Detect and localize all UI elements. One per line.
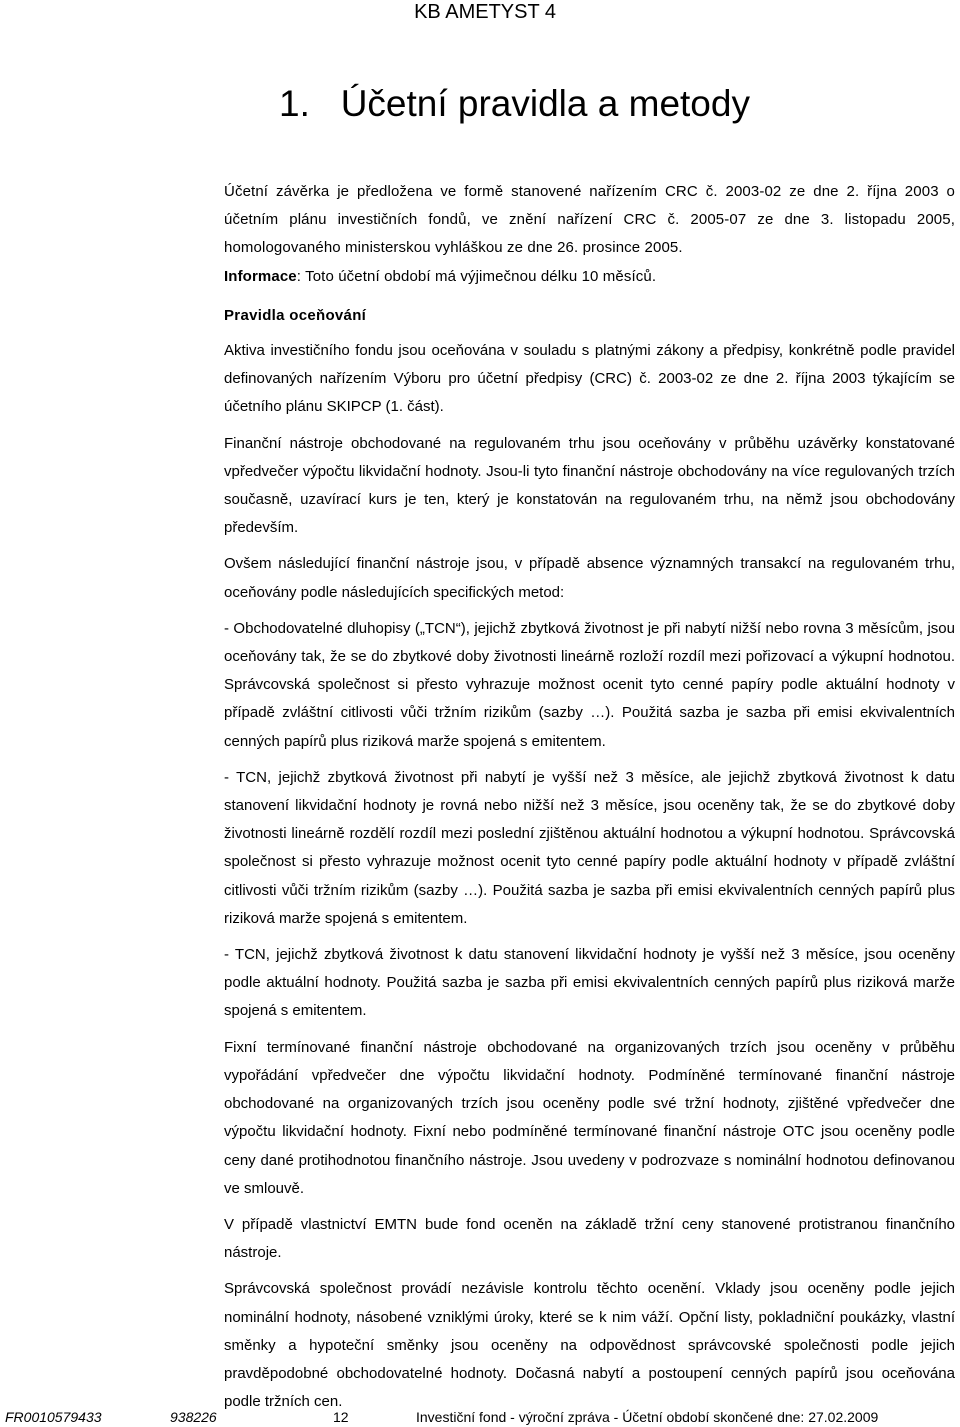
intro-text: Účetní závěrka je předložena ve formě stanovené nařízením CRC č. 2003-02 ze dne 2. října 2003 o účetním plánu investičních fondů, ve znění nařízení CRC č. 2005-07 ze dne 3. listopadu 2005, homologovaného ministerskou vyhláškou ze dne 26. prosince 2005.	[224, 183, 955, 257]
body-paragraph-2: Finanční nástroje obchodované na regulovaném trhu jsou oceňovány v průběhu uzávěrky konstatované vpředvečer výpočtu likvidační hodnoty. Jsou-li tyto finanční nástroje obchodovány na více regulovaných trzích současně, uzavírací kurs je ten, který je konstatován na regulovaném trhu, na němž jsou obchodovány především.	[224, 434, 955, 537]
info-label: Informace	[224, 267, 297, 285]
page-footer	[0, 1407, 960, 1427]
chapter-heading: 1. Účetní pravidla a metody	[279, 83, 750, 124]
info-text: : Toto účetní období má výjimečnou délku 10 měsíců.	[296, 267, 657, 285]
body-paragraph-9: Správcovská společnost provádí nezávisle kontrolu těchto ocenění. Vklady jsou oceněny podle jejich nominální hodnoty, násobené vzniklými úroky, které se k nim váží. Opční listy, pokladniční poukázky, vlastní směnky a hypoteční směnky jsou oceněny na odpovědnost správcovské společnosti podle jejich pravděpodobné obchodovatelné hodnoty. Dočasná nabytí a postoupení cenných papírů jsou oceňována podle tržních cen.	[224, 1280, 955, 1411]
body-paragraph-8: V případě vlastnictví EMTN bude fond oceněn na základě tržní ceny stanovené protistranou finančního nástroje.	[224, 1215, 955, 1262]
footer-document-id: FR0010579433	[5, 1409, 102, 1425]
body-paragraph-5: - TCN, jejichž zbytková životnost při nabytí je vyšší než 3 měsíce, ale jejichž zbytková životnost k datu stanovení likvidační hodnoty je rovná nebo nižší než 3 měsíce, jsou oceněny tak, že se do zbytkové doby životnosti lineárně rozdělí rozdíl mezi poslední zjištěnou aktuální hodnotou a výkupní hodnotou. Správcovská společnost si přesto vyhrazuje možnost ocenit tyto cenné papíry podle aktuální hodnoty v případě zvláštní citlivosti vůči tržním rizikům (sazby …). Použitá sazba je sazba při emisi ekvivalentních cenných papírů plus riziková marže spojená s emitentem.	[224, 768, 955, 927]
section-heading: Pravidla oceňování	[224, 306, 367, 324]
footer-number: 938226	[170, 1409, 217, 1425]
body-paragraph-4: - Obchodovatelné dluhopisy („TCN“), jejichž zbytková životnost je při nabytí nižší nebo rovna 3 měsícům, jsou oceňovány tak, že se do zbytkové doby životnosti lineárně rozloží rozdíl mezi pořizovací a výkupní hodnotou. Správcovská společnost si přesto vyhrazuje možnost ocenit tyto cenné papíry podle aktuální hodnoty v případě zvláštní citlivosti vůči tržním rizikům (sazby …). Použitá sazba je sazba při emisi ekvivalentních cenných papírů plus riziková marže spojená s emitentem.	[224, 619, 955, 750]
body-paragraph-6: - TCN, jejichž zbytková životnost k datu stanovení likvidační hodnoty je vyšší než 3 měsíce, jsou oceněny podle aktuální hodnoty. Použitá sazba je sazba při emisi ekvivalentních cenných papírů plus riziková marže spojená s emitentem.	[224, 946, 955, 1020]
footer-page-number: 12	[333, 1409, 349, 1425]
body-paragraph-7: Fixní termínované finanční nástroje obchodované na organizovaných trzích jsou oceněny v průběhu vypořádání vpředvečer dne výpočtu likvidační hodnoty. Podmíněné termínované finanční nástroje obchodované na organizovaných trzích jsou oceněny podle své tržní hodnoty, zjištěné vpředvečer dne výpočtu likvidační hodnoty. Fixní nebo podmíněné termínované finanční nástroje OTC jsou oceněny podle ceny dané protihodnotou finančního nástroje. Jsou uvedeny v podrozvaze s nominální hodnotou definovanou ve smlouvě.	[224, 1038, 955, 1197]
body-paragraph-1: Aktiva investičního fondu jsou oceňována v souladu s platnými zákony a předpisy, konkrétně podle pravidel definovaných nařízením Výboru pro účetní předpisy (CRC) č. 2003-02 ze dne 2. října 2003 týkajícím se účetního plánu SKIPCP (1. část).	[224, 342, 955, 416]
footer-description: Investiční fond - výroční zpráva - Účetní období skončené dne: 27.02.2009	[416, 1409, 879, 1425]
document-header-title: KB AMETYST 4	[414, 1, 556, 23]
intro-paragraph	[224, 178, 955, 291]
document-body	[224, 178, 955, 1424]
body-paragraph-3: Ovšem následující finanční nástroje jsou, v případě absence významných transakcí na regulovaném trhu, oceňovány podle následujících specifických metod:	[224, 555, 955, 601]
